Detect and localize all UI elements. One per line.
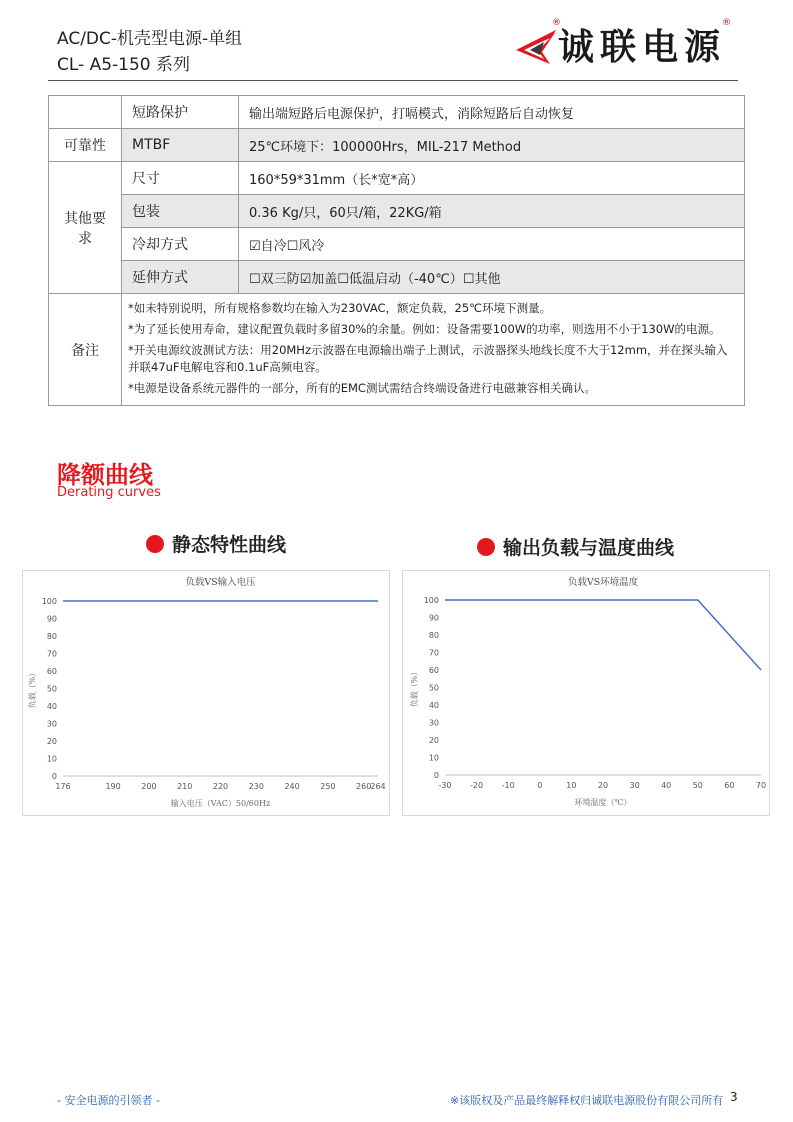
registered-mark: ®: [722, 18, 731, 28]
param-name: 延伸方式: [122, 261, 239, 294]
x-axis-label: 输入电压（VAC）50/60Hz: [170, 799, 271, 808]
param-name: 包装: [122, 195, 239, 228]
x-tick-label: 176: [55, 782, 71, 791]
x-tick-label: 30: [629, 781, 640, 790]
y-tick-label: 100: [423, 596, 439, 605]
spec-table: [48, 95, 745, 406]
y-tick-label: 10: [428, 753, 439, 763]
x-tick-label: 190: [105, 782, 121, 791]
chart-heading-text: 静态特性曲线: [172, 534, 287, 556]
chart-title: 负载VS环境温度: [567, 577, 639, 588]
doc-category: AC/DC-机壳型电源-单组: [57, 29, 243, 49]
brand-name: 诚联电源: [558, 26, 727, 68]
x-tick-label: 50: [692, 781, 703, 790]
brand-mark-icon: [510, 28, 558, 68]
series-line: [445, 600, 761, 670]
y-tick-label: 0: [51, 772, 57, 781]
category-label: 备注: [49, 294, 122, 406]
footer-slogan: - 安全电源的引领者 -: [57, 1094, 160, 1107]
footer-copyright: ※该版权及产品最终解释权归诚联电源股份有限公司所有: [450, 1094, 724, 1107]
x-tick-label: 10: [566, 781, 577, 790]
y-tick-label: 90: [428, 613, 439, 623]
param-value: ☐双三防☑加盖☐低温启动（-40℃）☐其他: [239, 261, 745, 294]
notes-cell: [122, 294, 745, 406]
y-tick-label: 20: [428, 736, 439, 745]
table-row: [49, 294, 745, 406]
note-item: *电源是设备系统元器件的一部分，所有的EMC测试需结合终端设备进行电磁兼容相关确认。: [128, 381, 596, 395]
y-axis-label: 负载（%）: [410, 667, 419, 708]
note-item: *如未特别说明，所有规格参数均在输入为230VAC，额定负载，25℃环境下测量。: [128, 301, 552, 315]
table-row: [49, 261, 745, 294]
param-name: 尺寸: [122, 162, 239, 195]
category-label: 可靠性: [49, 129, 122, 162]
bullet-dot-icon: [146, 535, 164, 553]
y-tick-label: 70: [46, 649, 57, 659]
y-tick-label: 60: [428, 666, 439, 675]
x-tick-label: 0: [537, 781, 543, 790]
y-tick-label: 80: [428, 631, 439, 640]
param-value: 160*59*31mm（长*宽*高）: [239, 162, 745, 195]
category-empty: [49, 96, 122, 129]
x-tick-label: -20: [470, 781, 484, 790]
param-value: 25℃环境下：100000Hrs，MIL-217 Method: [239, 129, 745, 162]
x-tick-label: 40: [661, 781, 672, 790]
y-tick-label: 60: [46, 667, 57, 676]
table-row: [49, 228, 745, 261]
table-row: [49, 162, 745, 195]
x-tick-label: 20: [597, 781, 609, 790]
x-tick-label: 264: [370, 782, 386, 791]
y-tick-label: 30: [428, 718, 439, 728]
chart-voltage-derating: [22, 570, 390, 816]
y-tick-label: 10: [46, 754, 57, 764]
y-tick-label: 100: [41, 597, 57, 606]
note-item: *为了延长使用寿命，建议配置负载时多留30%的余量。例如：设备需要100W的功率，则选用不小于130W的电源。: [128, 322, 721, 336]
param-value: 0.36 Kg/只，60只/箱，22KG/箱: [239, 195, 745, 228]
x-tick-label: 260: [356, 782, 372, 791]
note-item: *开关电源纹波测试方法：用20MHz示波器在电源输出端子上测试，示波器探头地线长度不大于12mm，并在探头输入并联47uF电解电容和0.1uF高频电容。: [128, 343, 728, 374]
y-tick-label: 0: [433, 771, 439, 780]
param-name: MTBF: [122, 129, 239, 162]
chart-heading-left: [146, 530, 286, 557]
x-tick-label: 250: [320, 782, 336, 791]
y-tick-label: 50: [46, 684, 57, 694]
y-tick-label: 40: [46, 702, 57, 711]
param-value: ☑自冷☐风冷: [239, 228, 745, 261]
registered-mark: ®: [552, 18, 561, 28]
section-title: 降额曲线: [57, 461, 153, 489]
chart-svg: [403, 571, 769, 815]
chart-svg: [23, 571, 389, 815]
y-tick-label: 30: [46, 719, 57, 729]
y-tick-label: 70: [428, 648, 439, 658]
y-tick-label: 50: [428, 683, 439, 693]
x-tick-label: -30: [438, 781, 452, 790]
x-tick-label: 220: [212, 782, 229, 791]
x-tick-label: 70: [755, 781, 767, 790]
y-tick-label: 80: [46, 632, 57, 641]
x-tick-label: 60: [724, 781, 735, 790]
brand-logo: [510, 16, 735, 70]
y-axis-label: 负载（%）: [28, 668, 37, 709]
y-tick-label: 20: [46, 737, 57, 746]
x-tick-label: 200: [141, 782, 157, 791]
category-label: 其他要求: [49, 162, 122, 294]
x-tick-label: 230: [248, 782, 264, 791]
table-row: [49, 129, 745, 162]
chart-title: 负载VS输入电压: [185, 577, 256, 588]
param-name: 短路保护: [122, 96, 239, 129]
y-tick-label: 90: [46, 614, 57, 624]
y-tick-label: 40: [428, 701, 439, 710]
x-tick-label: 210: [177, 782, 193, 791]
chart-heading-text: 输出负载与温度曲线: [503, 537, 675, 559]
page-number: 3: [730, 1090, 738, 1104]
param-value: 输出端短路后电源保护，打嗝模式，消除短路后自动恢复: [239, 96, 745, 129]
bullet-dot-icon: [477, 538, 495, 556]
header-divider: [48, 80, 738, 81]
x-axis-label: 环境温度（℃）: [574, 798, 632, 807]
param-name: 冷却方式: [122, 228, 239, 261]
x-tick-label: 240: [284, 782, 300, 791]
section-subtitle: Derating curves: [57, 485, 161, 500]
table-row: [49, 96, 745, 129]
chart-heading-right: [477, 533, 674, 560]
x-tick-label: -10: [501, 781, 515, 790]
table-row: [49, 195, 745, 228]
series-name: CL- A5-150 系列: [57, 55, 191, 75]
chart-temperature-derating: [402, 570, 770, 816]
